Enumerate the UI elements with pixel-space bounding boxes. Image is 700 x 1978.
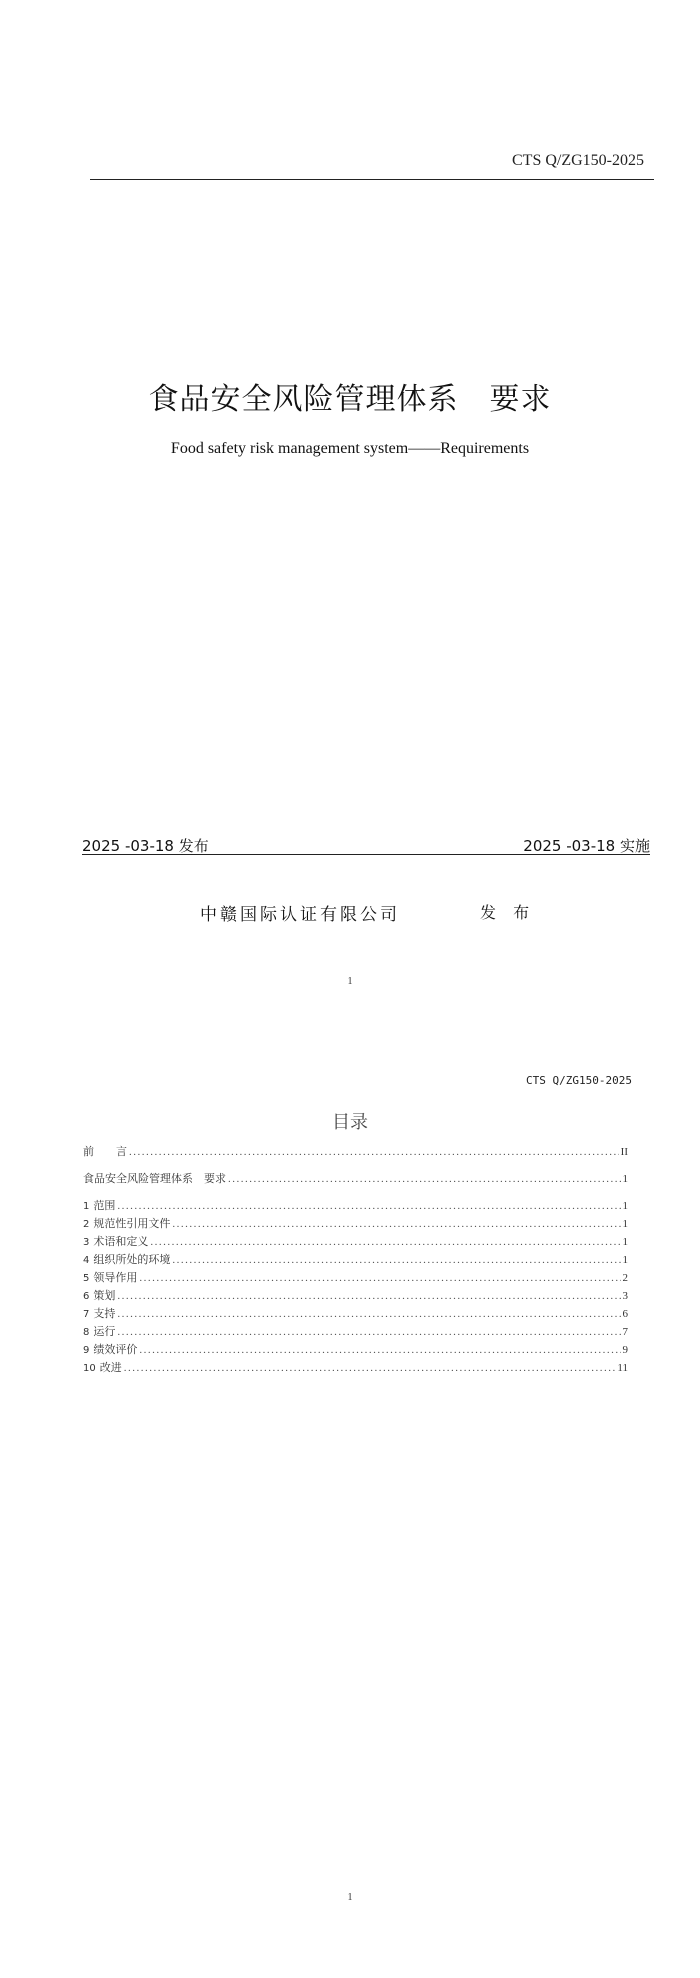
toc-entry-text: 运行 bbox=[93, 1325, 116, 1338]
toc-entry-label bbox=[83, 1323, 115, 1339]
toc-entry-text: 范围 bbox=[93, 1199, 116, 1212]
toc-entry-number: 6 bbox=[83, 1291, 90, 1302]
toc-entry-label bbox=[83, 1233, 148, 1249]
toc-dot-leader bbox=[172, 1218, 620, 1230]
toc-entry-text: 领导作用 bbox=[93, 1271, 138, 1284]
toc-entry-page: 6 bbox=[622, 1308, 628, 1320]
toc-entry-text: 组织所处的环境 bbox=[93, 1253, 171, 1266]
standard-code: CTS Q/ZG150-2025 bbox=[512, 152, 644, 169]
toc-dot-leader bbox=[117, 1290, 620, 1302]
toc-list bbox=[83, 1143, 628, 1377]
toc-entry-page: 11 bbox=[617, 1362, 628, 1374]
toc-entry-label bbox=[83, 1305, 115, 1321]
page-number: 1 bbox=[347, 1892, 353, 1903]
toc-entry-number: 7 bbox=[83, 1309, 90, 1320]
toc-dot-leader bbox=[124, 1362, 616, 1374]
toc-entry[interactable] bbox=[83, 1233, 628, 1251]
toc-dot-leader bbox=[117, 1308, 620, 1320]
toc-entry[interactable] bbox=[83, 1143, 628, 1161]
page-number: 1 bbox=[347, 976, 353, 987]
toc-entry-text: 改进 bbox=[99, 1361, 122, 1374]
implement-date: 2025 -03-18 实施 bbox=[523, 837, 650, 855]
toc-entry[interactable] bbox=[83, 1269, 628, 1287]
toc-entry-number: 10 bbox=[83, 1363, 96, 1374]
toc-entry-text: 术语和定义 bbox=[93, 1235, 149, 1248]
toc-entry-label bbox=[83, 1341, 137, 1357]
toc-entry-number: 2 bbox=[83, 1219, 90, 1230]
toc-entry[interactable] bbox=[83, 1215, 628, 1233]
toc-title: 目录 bbox=[332, 1112, 368, 1133]
toc-dot-leader bbox=[129, 1146, 619, 1158]
toc-entry-label bbox=[83, 1197, 115, 1213]
toc-entry[interactable] bbox=[83, 1170, 628, 1188]
document-title-en: Food safety risk management system——Requirements bbox=[170, 440, 530, 457]
toc-entry-label bbox=[83, 1251, 170, 1267]
toc-entry-number: 8 bbox=[83, 1327, 90, 1338]
toc-entry-page: 1 bbox=[622, 1200, 628, 1212]
toc-entry-page: 1 bbox=[622, 1218, 628, 1230]
toc-entry-page: 3 bbox=[622, 1290, 628, 1302]
toc-entry[interactable] bbox=[83, 1287, 628, 1305]
issue-label: 发 布 bbox=[480, 903, 536, 922]
toc-entry-text: 策划 bbox=[93, 1289, 116, 1302]
toc-entry-page: 7 bbox=[622, 1326, 628, 1338]
toc-entry-page: 1 bbox=[622, 1236, 628, 1248]
toc-entry-text: 前 言 bbox=[83, 1145, 127, 1158]
header-rule bbox=[90, 179, 654, 180]
toc-entry-text: 规范性引用文件 bbox=[93, 1217, 171, 1230]
toc-entry-number: 3 bbox=[83, 1237, 90, 1248]
toc-dot-leader bbox=[172, 1254, 620, 1266]
toc-entry-text: 绩效评价 bbox=[93, 1343, 138, 1356]
toc-entry[interactable] bbox=[83, 1341, 628, 1359]
toc-entry[interactable] bbox=[83, 1251, 628, 1269]
toc-entry-number: 9 bbox=[83, 1345, 90, 1356]
toc-entry[interactable] bbox=[83, 1197, 628, 1215]
toc-entry-page: 2 bbox=[622, 1272, 628, 1284]
toc-entry-label bbox=[83, 1143, 127, 1159]
toc-entry-page: II bbox=[620, 1146, 628, 1158]
publish-date: 2025 -03-18 发布 bbox=[82, 837, 209, 855]
toc-entry-label bbox=[83, 1269, 137, 1285]
toc-entry-page: 9 bbox=[622, 1344, 628, 1356]
toc-entry-text: 食品安全风险管理体系 要求 bbox=[83, 1172, 226, 1185]
toc-entry-page: 1 bbox=[622, 1173, 628, 1185]
toc-entry-label bbox=[83, 1287, 115, 1303]
toc-dot-leader bbox=[139, 1272, 620, 1284]
toc-entry[interactable] bbox=[83, 1359, 628, 1377]
toc-dot-leader bbox=[139, 1344, 620, 1356]
issuer-name: 中赣国际认证有限公司 bbox=[200, 905, 400, 925]
date-rule bbox=[82, 854, 650, 855]
toc-entry-text: 支持 bbox=[93, 1307, 116, 1320]
toc-entry-number: 1 bbox=[83, 1201, 90, 1212]
toc-dot-leader bbox=[117, 1326, 620, 1338]
toc-entry-label bbox=[83, 1215, 170, 1231]
toc-entry-label bbox=[83, 1359, 122, 1375]
toc-entry[interactable] bbox=[83, 1323, 628, 1341]
toc-entry-label bbox=[83, 1170, 226, 1186]
toc-dot-leader bbox=[150, 1236, 620, 1248]
toc-entry-page: 1 bbox=[622, 1254, 628, 1266]
document-title-cn: 食品安全风险管理体系 要求 bbox=[148, 382, 552, 417]
toc-entry-number: 4 bbox=[83, 1255, 90, 1266]
toc-dot-leader bbox=[117, 1200, 620, 1212]
toc-entry-number: 5 bbox=[83, 1273, 90, 1284]
toc-dot-leader bbox=[228, 1173, 621, 1185]
standard-code: CTS Q/ZG150-2025 bbox=[526, 1074, 632, 1087]
toc-entry[interactable] bbox=[83, 1305, 628, 1323]
